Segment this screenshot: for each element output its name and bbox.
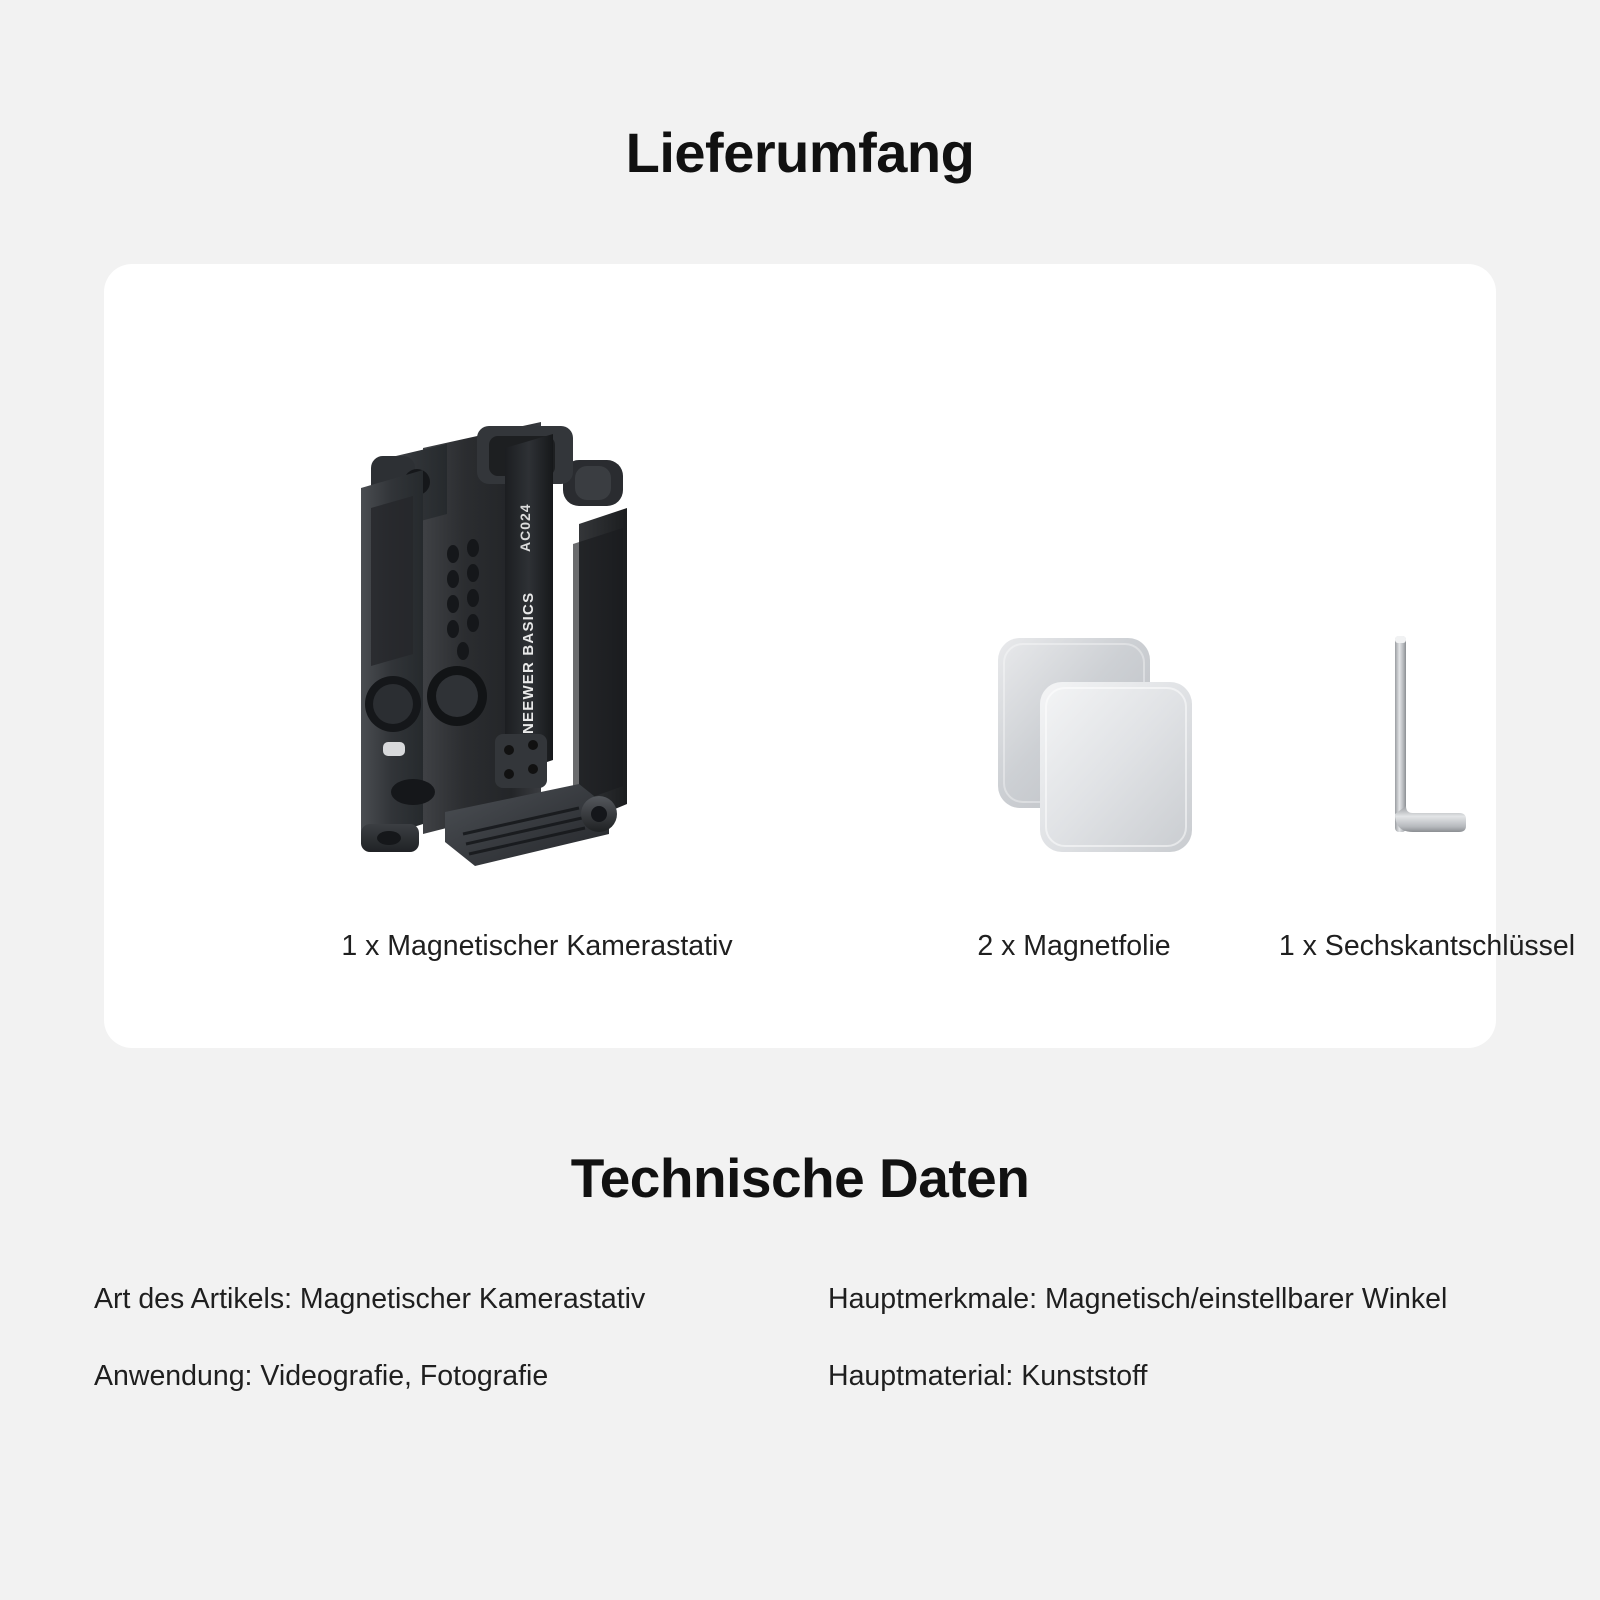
package-item-hex-key	[1192, 394, 1600, 963]
specs-column-right	[828, 1282, 1447, 1435]
package-item-label: 1 x Magnetischer Kamerastativ	[341, 930, 733, 962]
package-item-label: 2 x Magnetfolie	[977, 930, 1171, 962]
spec-item: Hauptmerkmale: Magnetisch/einstellbarer Winkel	[828, 1283, 1448, 1315]
model-text: AC024	[517, 503, 533, 552]
package-items-row	[104, 264, 1576, 1048]
hex-allen-key-icon	[1337, 614, 1517, 894]
package-item-tripod	[222, 394, 852, 963]
spec-item: Art des Artikels: Magnetischer Kamerastativ	[94, 1283, 646, 1315]
specs-column-left	[94, 1282, 645, 1435]
page-title-specifications: Technische Daten	[570, 1147, 1030, 1209]
brand-text: NEEWER BASICS	[520, 591, 537, 734]
two-magnetic-metal-plates-icon	[924, 598, 1224, 898]
page-title-package-contents: Lieferumfang	[625, 121, 975, 184]
camera-tripod-mount-icon	[327, 404, 747, 904]
spec-item: Anwendung: Videografie, Fotografie	[94, 1359, 549, 1392]
tripod-product-image	[222, 394, 852, 904]
hex-key-product-image	[1192, 394, 1600, 904]
spec-item: Hauptmaterial: Kunststoff	[828, 1359, 1148, 1392]
package-contents-card	[104, 264, 1576, 1048]
package-item-label: 1 x Sechskantschlüssel	[1278, 930, 1576, 962]
